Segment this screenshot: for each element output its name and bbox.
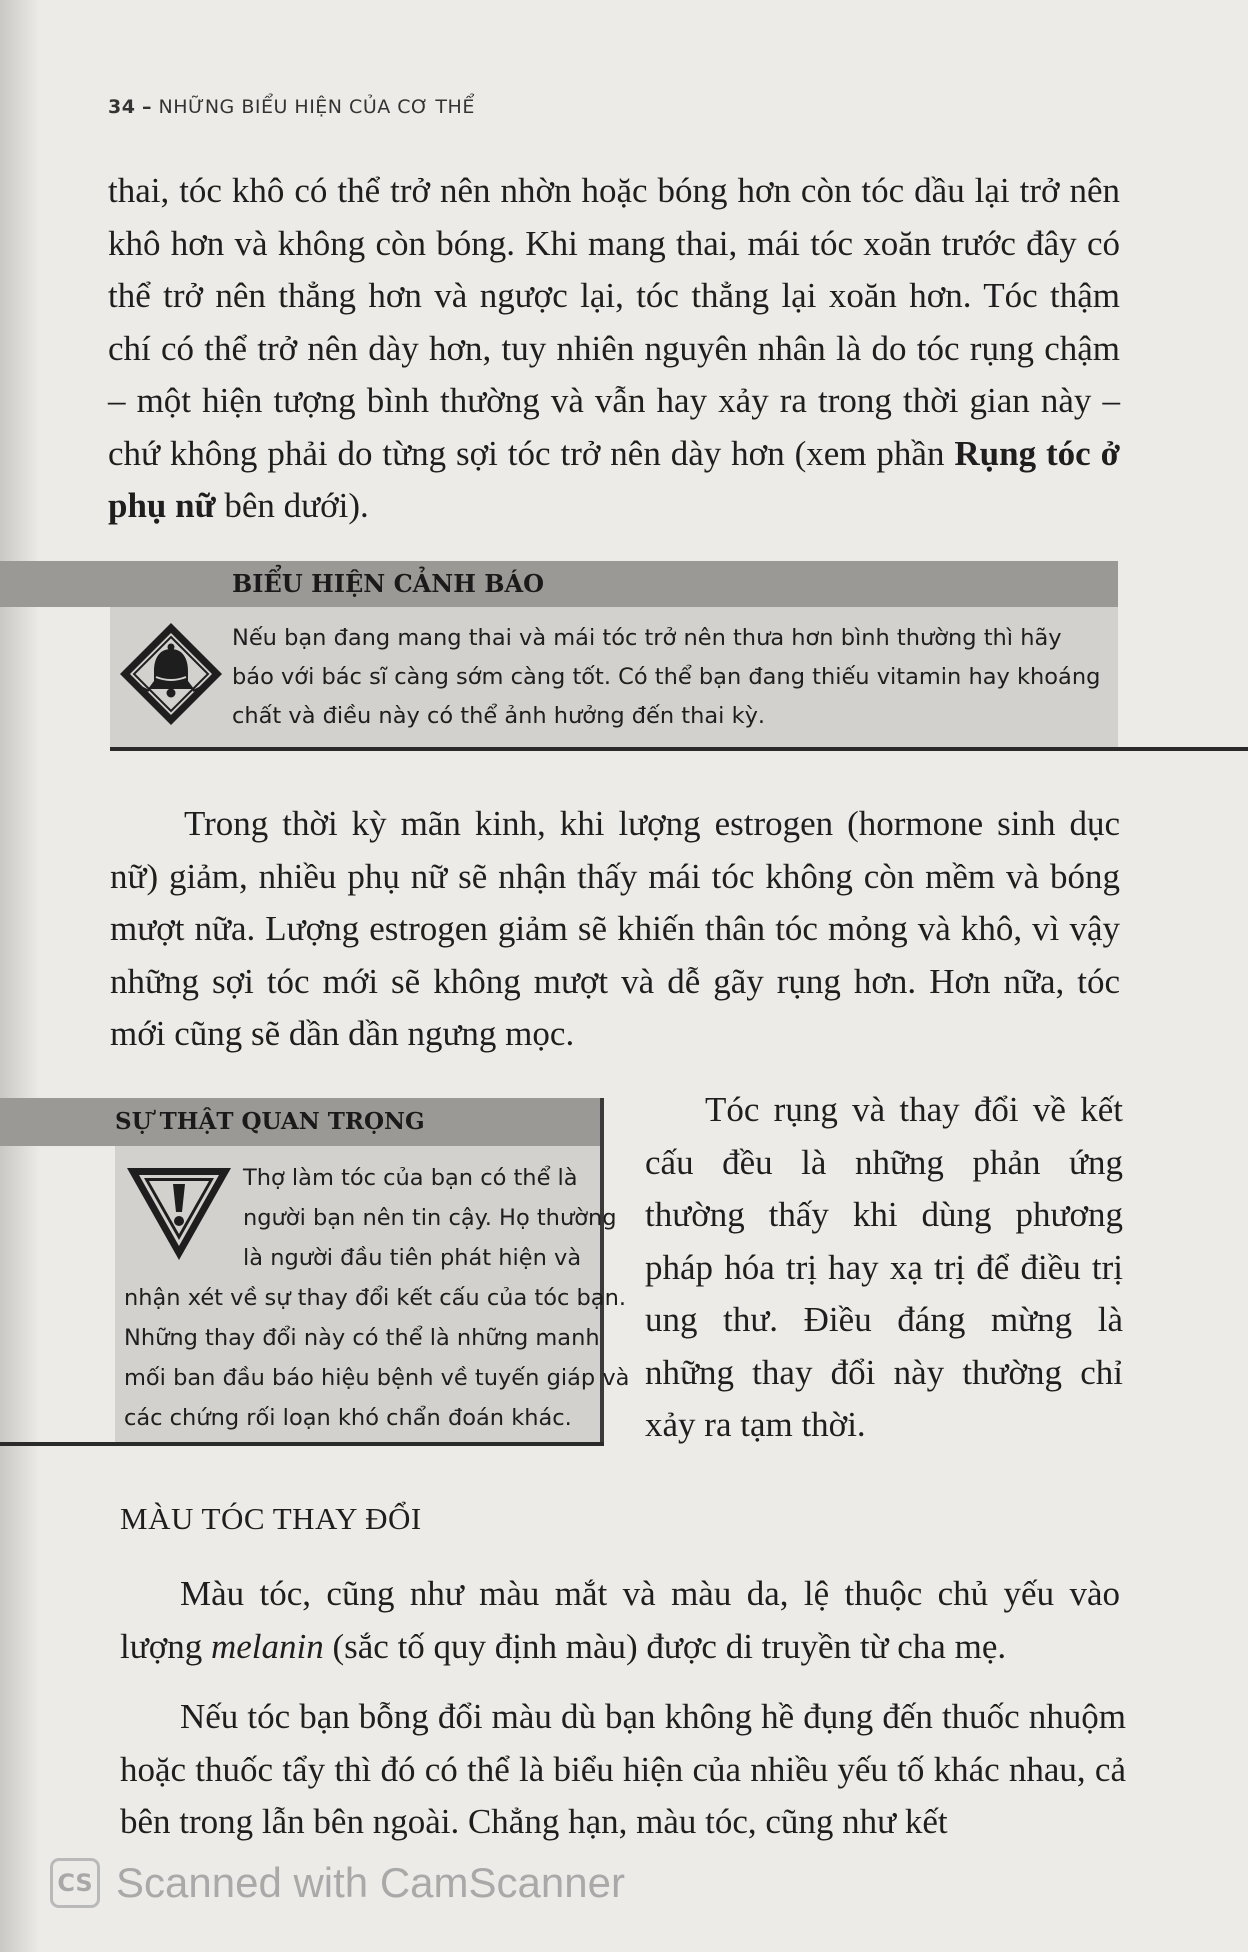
page-gutter-shadow — [0, 0, 40, 1952]
fact-box-title: SỰ THẬT QUAN TRỌNG — [115, 1108, 425, 1135]
warning-box-header — [0, 561, 1118, 607]
term-melanin: melanin — [210, 1626, 324, 1666]
warning-box-title: BIỂU HIỆN CẢNH BÁO — [232, 569, 545, 598]
paragraph-4-tail: (sắc tố quy định màu) được di truyền từ cha mẹ. — [323, 1626, 1007, 1666]
running-head-title: NHỮNG BIỂU HIỆN CỦA CƠ THỂ — [158, 96, 475, 118]
running-head-separator: – — [142, 96, 152, 118]
paragraph-4-text: Màu tóc, cũng như màu mắt và màu da, lệ thuộc chủ yếu vào lượng — [120, 1574, 1120, 1666]
paragraph-pregnancy-hair — [108, 165, 1120, 533]
cross-reference: Rụng tóc ở phụ nữ — [108, 433, 1120, 525]
paragraph-chemotherapy: Tóc rụng và thay đổi về kết cấu đều là những phản ứng thường thấy khi dùng phương pháp hóa trị hay xạ trị để điều trị ung thư. Điều đáng mừng là những thay đổi này thường chỉ xảy ra tạm thời. — [645, 1090, 1123, 1444]
exclamation-triangle-icon — [125, 1164, 233, 1262]
camscanner-logo: CS — [50, 1858, 100, 1908]
paragraph-menopause: Trong thời kỳ mãn kinh, khi lượng estrogen (hormone sinh dục nữ) giảm, nhiều phụ nữ sẽ nhận thấy mái tóc không còn mềm và bóng mượt nữa. Lượng estrogen giảm sẽ khiến thân tóc mỏng và khô, vì vậy những sợi tóc mới sẽ không mượt và dễ gãy rụng hơn. Hơn nữa, tóc mới cũng sẽ dần dần ngưng mọc. — [110, 804, 1120, 1053]
page-number: 34 — [108, 96, 136, 118]
fact-line: các chứng rối loạn khó chẩn đoán khác. — [124, 1405, 572, 1431]
paragraph-color-change: Nếu tóc bạn bỗng đổi màu dù bạn không hề đụng đến thuốc nhuộm hoặc thuốc tẩy thì đó có thể là biểu hiện của nhiều yếu tố khác nhau, cả bên trong lẫn bên ngoài. Chẳng hạn, màu tóc, cũng như kết — [120, 1697, 1126, 1841]
paragraph-melanin — [120, 1568, 1120, 1673]
fact-box — [0, 1098, 630, 1450]
warning-box-rule — [110, 747, 1248, 751]
watermark-text: Scanned with CamScanner — [116, 1859, 625, 1906]
fact-box-rule — [0, 1442, 604, 1446]
section-heading: MÀU TÓC THAY ĐỔI — [120, 1501, 422, 1536]
warning-box — [110, 561, 1118, 755]
fact-line: nhận xét về sự thay đổi kết cấu của tóc bạn. — [124, 1285, 626, 1311]
fact-line: Thợ làm tóc của bạn có thể là — [243, 1165, 578, 1191]
paragraph-1-text: thai, tóc khô có thể trở nên nhờn hoặc bóng hơn còn tóc dầu lại trở nên khô hơn và không còn bóng. Khi mang thai, mái tóc xoăn trước đây có thể trở nên thẳng hơn và ngược lại, tóc thẳng lại xoăn hơn. Tóc thậm chí có thể trở nên dày hơn, tuy nhiên nguyên nhân là do tóc rụng chậm – một hiện tượng bình thường và vẫn hay xảy ra trong thời gian này – chứ không phải do từng sợi tóc trở nên dày hơn (xem phần — [108, 171, 1120, 473]
fact-line: Những thay đổi này có thể là những manh — [124, 1325, 600, 1351]
fact-line: người bạn nên tin cậy. Họ thường — [243, 1205, 617, 1231]
fact-line: là người đầu tiên phát hiện và — [243, 1245, 582, 1271]
bell-warning-icon — [116, 619, 226, 729]
paragraph-1-tail: bên dưới). — [215, 486, 369, 525]
camscanner-watermark — [50, 1852, 625, 1914]
running-head — [108, 96, 475, 118]
warning-box-text: Nếu bạn đang mang thai và mái tóc trở nên thưa hơn bình thường thì hãy báo với bác sĩ càng sớm càng tốt. Có thể bạn đang thiếu vitamin hay khoáng chất và điều này có thể ảnh hưởng đến thai kỳ. — [232, 625, 1101, 729]
fact-line: mối ban đầu báo hiệu bệnh về tuyến giáp và — [124, 1365, 630, 1391]
